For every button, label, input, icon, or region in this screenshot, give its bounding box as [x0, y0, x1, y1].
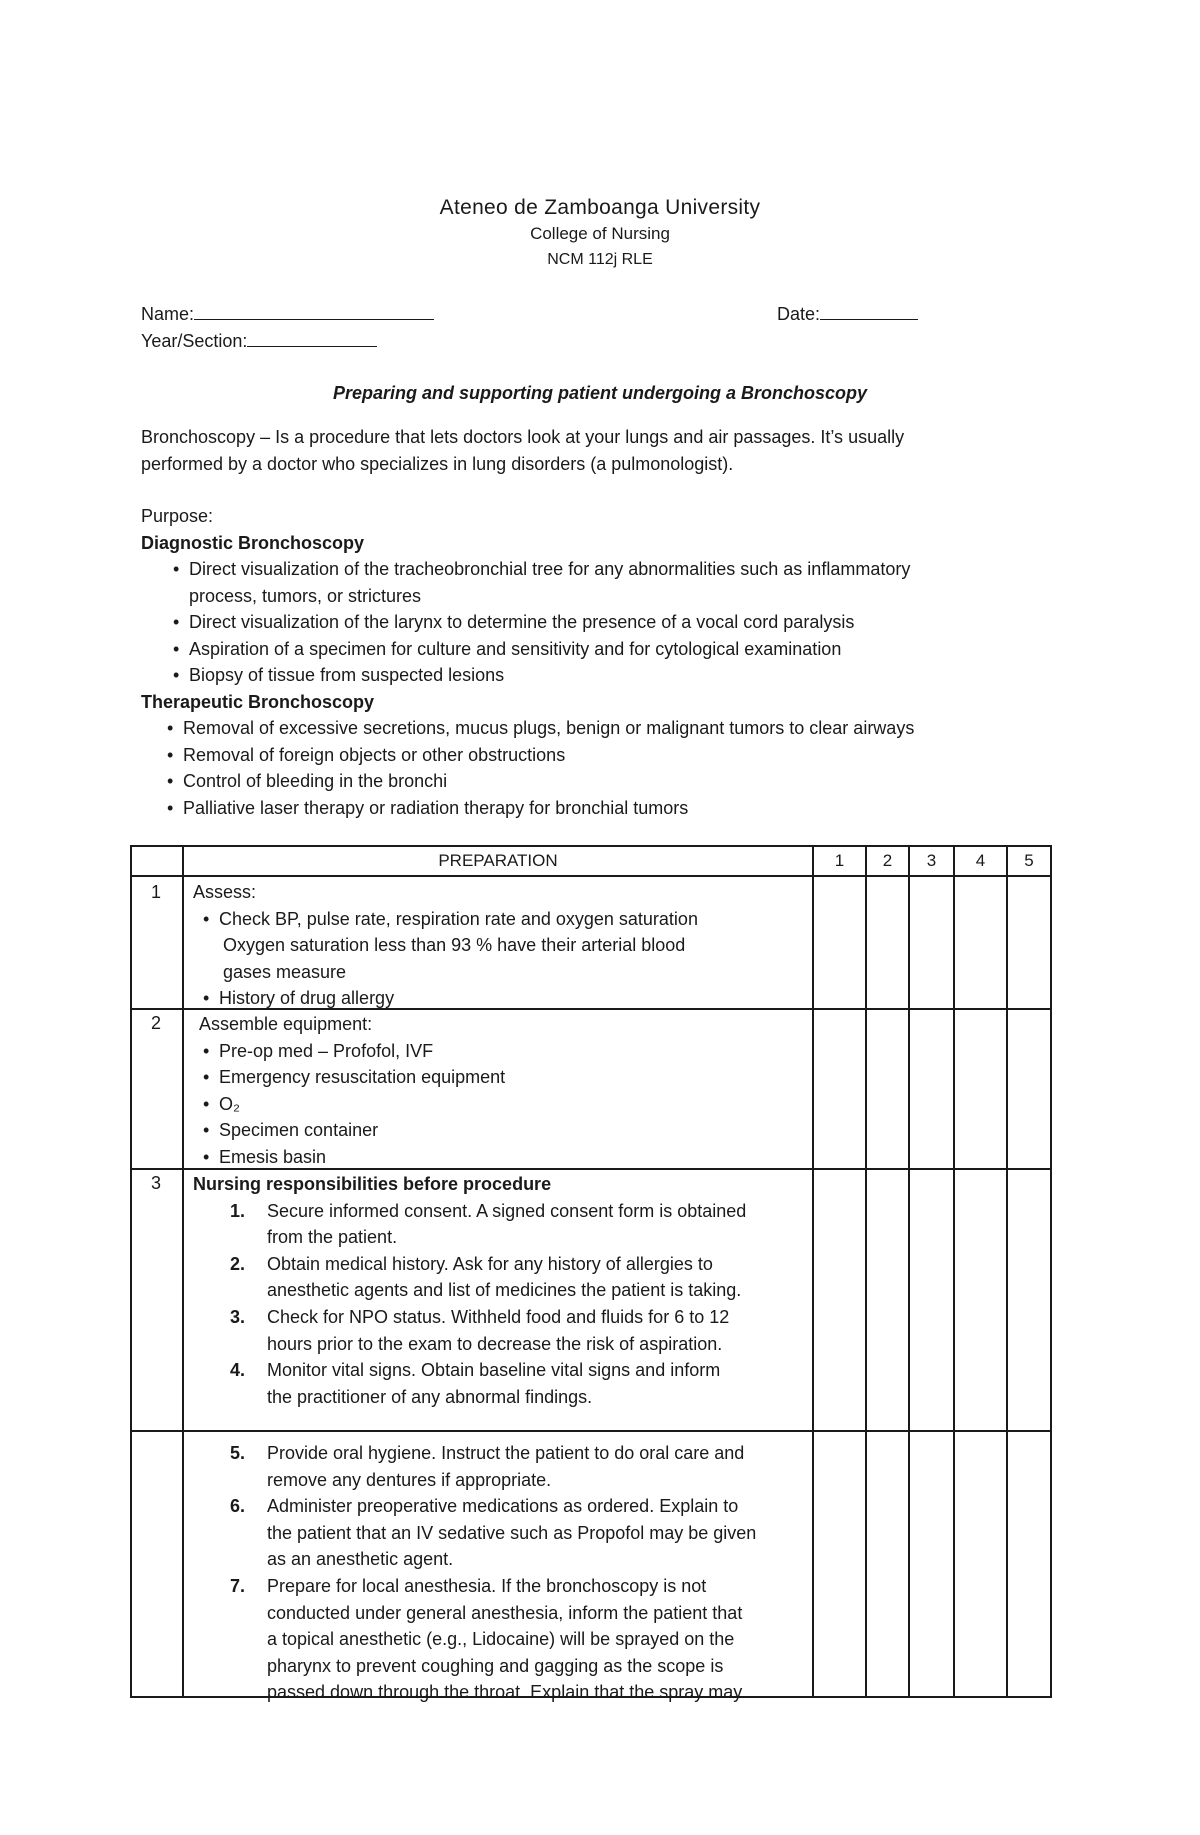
steps-list — [230, 1198, 808, 1411]
nursing-responsibilities-cell — [193, 1171, 808, 1410]
definition-paragraph — [141, 424, 1021, 478]
name-input-line[interactable] — [194, 301, 434, 320]
diagnostic-heading: Diagnostic Bronchoscopy — [141, 532, 365, 553]
column-divider — [908, 845, 910, 1698]
list-item: • Palliative laser therapy or radiation therapy for bronchial tumors — [165, 795, 1021, 822]
list-item: • Check BP, pulse rate, respiration rate and oxygen saturation — [201, 906, 803, 933]
date-field-row — [777, 301, 918, 325]
score-column-header: 3 — [926, 851, 937, 870]
list-item: • Removal of foreign objects or other obstructions — [165, 742, 1021, 769]
score-column-header: 2 — [882, 851, 893, 870]
university-name: Ateneo de Zamboanga University — [439, 196, 761, 219]
equipment-list — [201, 1038, 799, 1171]
list-item: • History of drug allergy — [201, 985, 803, 1012]
list-item: • Control of bleeding in the bronchi — [165, 768, 1021, 795]
steps-list — [230, 1440, 808, 1706]
purpose-label: Purpose: — [141, 506, 214, 526]
list-item: 1. Secure informed consent. A signed consent form is obtained from the patient. — [230, 1200, 747, 1248]
name-field-row — [141, 301, 434, 325]
row-divider — [130, 1430, 1052, 1432]
nursing-responsibilities-continued-cell — [193, 1440, 808, 1706]
year-section-input-line[interactable] — [247, 328, 377, 347]
therapeutic-heading: Therapeutic Bronchoscopy — [141, 691, 375, 712]
list-item: • O₂ — [201, 1091, 799, 1118]
assess-cell — [193, 879, 803, 1012]
date-label: Date: — [777, 304, 821, 324]
preparation-header: PREPARATION — [438, 851, 558, 870]
column-divider — [865, 845, 867, 1698]
year-section-label: Year/Section: — [141, 331, 248, 351]
column-divider — [1006, 845, 1008, 1698]
diagnostic-list — [171, 556, 1021, 689]
definition-line: Bronchoscopy – Is a procedure that lets doctors look at your lungs and air passages. It’s usually — [141, 427, 905, 447]
column-divider — [953, 845, 955, 1698]
list-item-continuation: process, tumors, or strictures — [189, 585, 422, 606]
score-column-header: 5 — [1024, 851, 1034, 870]
list-item: 3. Check for NPO status. Withheld food and fluids for 6 to 12 hours prior to the exam to decrease the risk of aspiration. — [230, 1306, 730, 1354]
assess-note: Oxygen saturation less than 93 % have their arterial blood gases measure — [223, 935, 686, 982]
purpose-section — [141, 503, 1021, 821]
list-item: • Emesis basin — [201, 1144, 799, 1171]
list-item: • Direct visualization of the larynx to determine the presence of a vocal cord paralysis — [171, 609, 1021, 636]
row-number: 3 — [150, 1173, 161, 1193]
therapeutic-list — [165, 715, 1021, 821]
list-item: 6. Administer preoperative medications as ordered. Explain to the patient that an IV sedative such as Propofol may be given as an anesthetic agent. — [230, 1496, 757, 1570]
score-column-header: 1 — [834, 851, 845, 870]
list-item: 2. Obtain medical history. Ask for any history of allergies to anesthetic agents and list of medicines the patient is taking. — [230, 1253, 742, 1301]
definition-line: performed by a doctor who specializes in lung disorders (a pulmonologist). — [141, 454, 734, 474]
preparation-checklist-table — [130, 845, 1052, 1703]
row-number: 1 — [150, 882, 161, 902]
row-heading: Assess: — [193, 882, 257, 902]
procedure-title: Preparing and supporting patient undergoing a Bronchoscopy — [332, 383, 868, 403]
list-item: • Emergency resuscitation equipment — [201, 1064, 799, 1091]
row-heading: Nursing responsibilities before procedure — [193, 1174, 552, 1194]
list-item: 7. Prepare for local anesthesia. If the bronchoscopy is not conducted under general anesthesia, inform the patient that a topical anesthetic (e.g., Lidocaine) will be sprayed on the pharynx to prevent coughing and gagging as the scope is passed down through the throat. Explain that the spray may — [230, 1575, 743, 1703]
list-item: • Removal of excessive secretions, mucus plugs, benign or malignant tumors to clear airways — [165, 715, 1021, 742]
list-item: • Specimen container — [201, 1117, 799, 1144]
row-number: 2 — [150, 1013, 161, 1033]
assess-list — [201, 985, 803, 1012]
list-item: • Direct visualization of the tracheobronchial tree for any abnormalities such as inflammatory — [171, 556, 1021, 583]
list-item: • Biopsy of tissue from suspected lesions — [171, 662, 1021, 689]
year-section-field-row — [141, 328, 377, 352]
column-divider — [812, 845, 814, 1698]
row-divider — [130, 875, 1052, 877]
name-label: Name: — [141, 304, 195, 324]
course-code: NCM 112j RLE — [547, 251, 653, 268]
list-item: • Pre-op med – Profofol, IVF — [201, 1038, 799, 1065]
list-item: • Aspiration of a specimen for culture and sensitivity and for cytological examination — [171, 636, 1021, 663]
assess-list — [201, 906, 803, 933]
date-input-line[interactable] — [820, 301, 918, 320]
table-border — [1050, 845, 1052, 1698]
list-item: 4. Monitor vital signs. Obtain baseline vital signs and inform the practitioner of any abnormal findings. — [230, 1360, 721, 1407]
score-column-header: 4 — [975, 851, 986, 870]
table-border — [130, 845, 1052, 847]
equipment-cell — [199, 1011, 799, 1170]
list-item: 5. Provide oral hygiene. Instruct the patient to do oral care and remove any dentures if appropriate. — [230, 1443, 745, 1490]
college-name: College of Nursing — [530, 224, 670, 243]
column-divider — [182, 845, 184, 1698]
row-heading: Assemble equipment: — [199, 1014, 373, 1034]
table-border — [130, 845, 132, 1698]
